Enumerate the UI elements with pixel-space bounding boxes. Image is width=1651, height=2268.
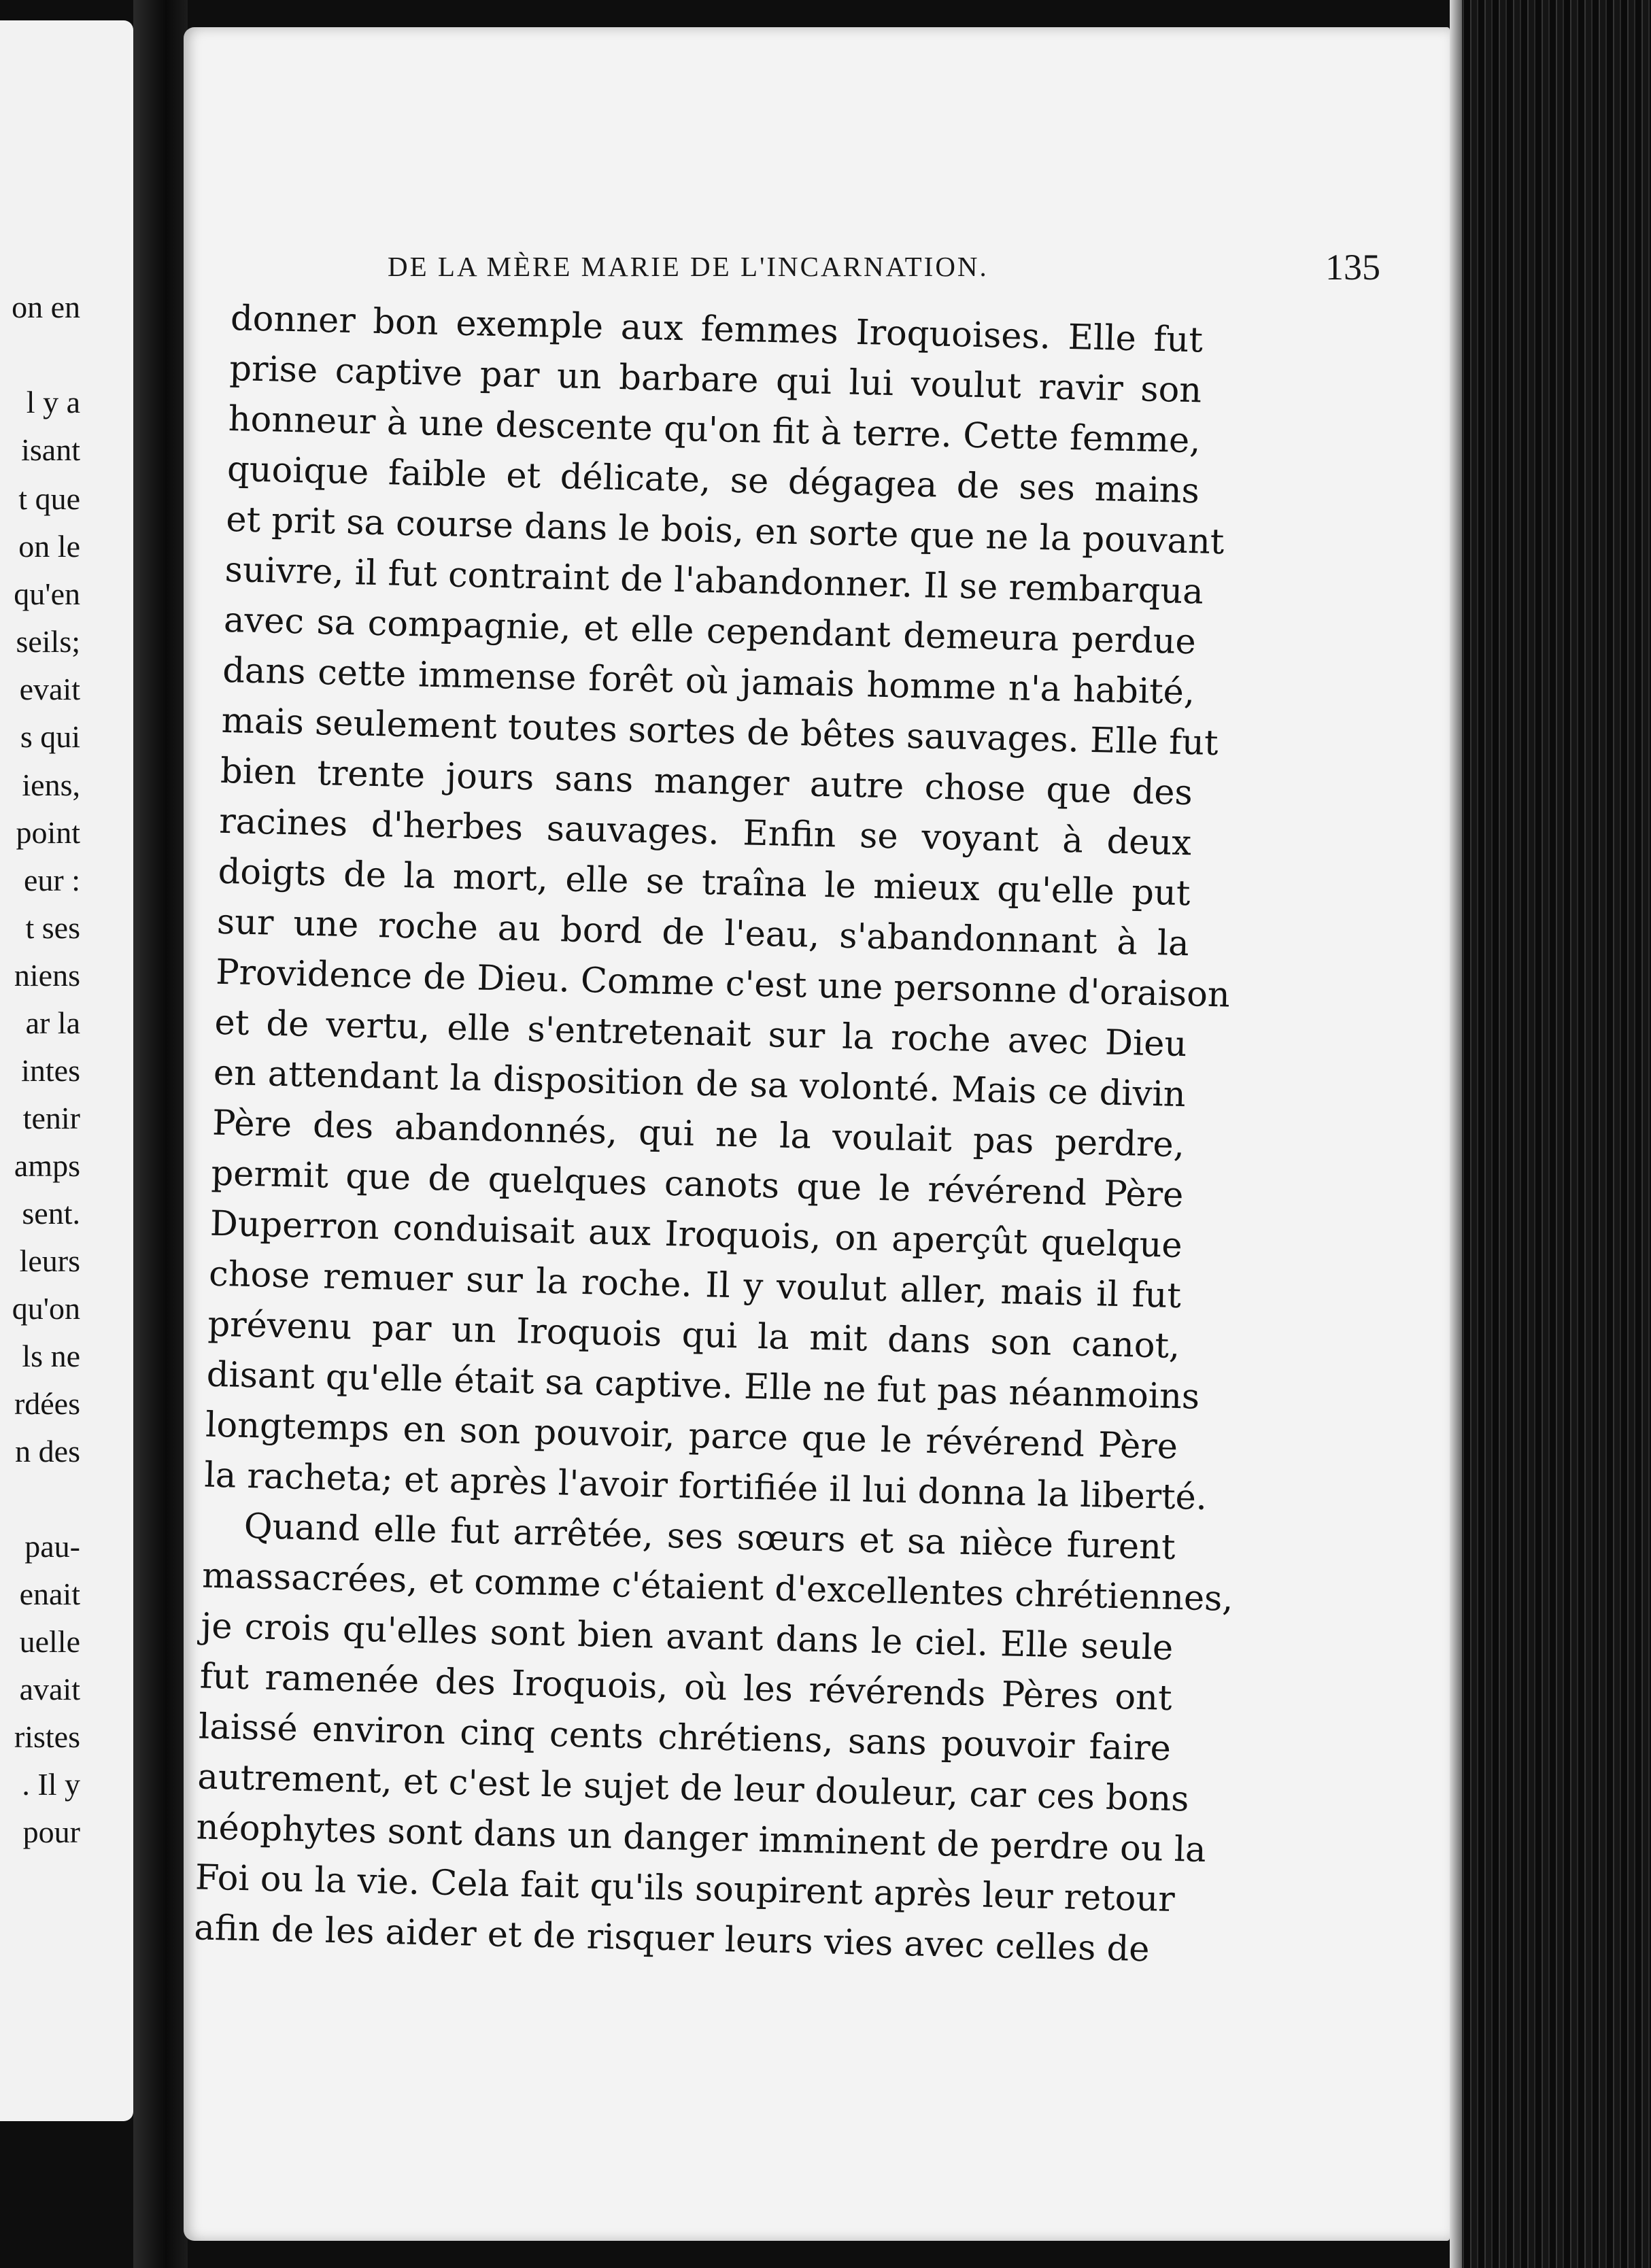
previous-page-line: avait — [19, 1672, 80, 1706]
previous-page-line: pour — [22, 1815, 80, 1849]
text-line: Foi ou la vie. Cela fait qu'ils soupirent après leur retour — [194, 1857, 1176, 1921]
text-line: fut ramenée des Iroquois, où les révérends Pères ont — [199, 1656, 1173, 1719]
previous-page-line: uelle — [19, 1624, 80, 1659]
body-text — [193, 294, 1234, 1976]
previous-page-line: qu'en — [14, 577, 80, 611]
previous-page-line: s qui — [20, 719, 80, 754]
text-line: quoique faible et délicate, se dégagea de ses mains — [226, 449, 1200, 512]
running-title: DE LA MÈRE MARIE DE L'INCARNATION. — [388, 251, 989, 282]
previous-page-line: rdées — [14, 1386, 80, 1421]
previous-page-line: qu'on — [12, 1291, 80, 1326]
previous-page-line: . Il y — [22, 1767, 80, 1802]
previous-page-line: evait — [19, 672, 80, 706]
previous-page-line: ls ne — [22, 1339, 80, 1373]
previous-page-line: on le — [18, 529, 80, 564]
previous-page-line: l y a — [26, 385, 80, 419]
text-line: la racheta; et après l'avoir fortifiée il lui donna la liberté. — [203, 1455, 1208, 1519]
book-edge-highlight — [1450, 0, 1462, 2268]
previous-page-line: enait — [19, 1577, 80, 1611]
text-line: chose remuer sur la roche. Il y voulut aller, mais il fut — [208, 1254, 1182, 1317]
text-line: Duperron conduisait aux Iroquois, on aperçût quelque — [209, 1203, 1183, 1267]
previous-page-fragment — [0, 20, 133, 2121]
text-line: prévenu par un Iroquois qui la mit dans son canot, — [207, 1304, 1180, 1367]
previous-page-line: pau- — [24, 1529, 80, 1564]
text-line: autrement, et c'est le sujet de leur douleur, car ces bons — [197, 1757, 1190, 1820]
text-line: disant qu'elle était sa captive. Elle ne fut pas néanmoins — [206, 1354, 1200, 1418]
previous-page-line: eur : — [23, 863, 80, 897]
text-line: prise captive par un barbare qui lui voulut ravir son — [228, 348, 1202, 411]
text-line: dans cette immense forêt où jamais homme n'a habité, — [222, 650, 1195, 713]
previous-page-line: isant — [21, 432, 80, 467]
previous-page-line: ar la — [25, 1006, 80, 1040]
previous-page-line: niens — [14, 958, 80, 993]
page-number: 135 — [1325, 247, 1380, 288]
text-line: néophytes sont dans un danger imminent de perdre ou la — [196, 1807, 1207, 1871]
text-line: sur une roche au bord de l'eau, s'abandonnant à la — [216, 901, 1190, 965]
text-line: permit que de quelques canots que le révérend Père — [210, 1153, 1184, 1216]
paragraph-1 — [203, 294, 1231, 1523]
text-line: et prit sa course dans le bois, en sorte que ne la pouvant — [225, 499, 1225, 563]
text-line: Père des abandonnés, qui ne la voulait pas perdre, — [211, 1103, 1185, 1166]
previous-page-line: t que — [18, 481, 80, 516]
running-head — [388, 247, 1380, 291]
text-line: donner bon exemple aux femmes Iroquoises. Elle fut — [230, 298, 1204, 361]
previous-page-line: seils; — [16, 624, 80, 659]
previous-page-line: iens, — [22, 768, 80, 802]
previous-page-line: t ses — [25, 910, 80, 945]
text-line: honneur à une descente qu'on fit à terre. Cette femme, — [228, 398, 1202, 462]
previous-page-line: n des — [15, 1434, 80, 1468]
previous-page-line: on en — [12, 290, 80, 324]
text-line: Quand elle fut arrêtée, ses sœurs et sa nièce furent — [243, 1506, 1176, 1568]
previous-page-line: intes — [21, 1053, 80, 1088]
text-line: bien trente jours sans manger autre chose que des — [220, 751, 1193, 814]
book-page-edges — [1450, 0, 1651, 2268]
text-line: je crois qu'elles sont bien avant dans le ciel. Elle seule — [200, 1606, 1174, 1668]
text-line: laissé environ cinq cents chrétiens, sans pouvoir faire — [198, 1706, 1172, 1769]
previous-page-line: point — [16, 815, 80, 850]
text-line: longtemps en son pouvoir, parce que le révérend Père — [205, 1405, 1178, 1468]
previous-page-line: ristes — [14, 1719, 80, 1754]
text-line: massacrées, et comme c'étaient d'excellentes chrétiennes, — [201, 1556, 1234, 1619]
text-line: en attendant la disposition de sa volonté. Mais ce divin — [213, 1052, 1187, 1116]
text-line: afin de les aider et de risquer leurs vies avec celles de — [193, 1908, 1151, 1970]
previous-page-line: amps — [14, 1148, 80, 1183]
text-line: suivre, il fut contraint de l'abandonner. Il se rembarqua — [224, 549, 1204, 613]
book-page — [184, 27, 1450, 2241]
text-line: Providence de Dieu. Comme c'est une personne d'oraison — [215, 952, 1231, 1016]
previous-page-line: sent. — [22, 1196, 80, 1231]
text-line: et de vertu, elle s'entretenait sur la roche avec Dieu — [214, 1002, 1187, 1065]
text-line: avec sa compagnie, et elle cependant demeura perdue — [223, 600, 1197, 663]
previous-page-line: tenir — [22, 1101, 80, 1135]
book-gutter — [133, 0, 188, 2268]
paragraph-2 — [193, 1501, 1234, 1976]
text-line: mais seulement toutes sortes de bêtes sauvages. Elle fut — [221, 700, 1219, 764]
text-line: doigts de la mort, elle se traîna le mieux qu'elle put — [218, 851, 1191, 914]
previous-page-line: leurs — [19, 1243, 80, 1278]
text-line: racines d'herbes sauvages. Enfin se voyant à deux — [218, 801, 1192, 864]
